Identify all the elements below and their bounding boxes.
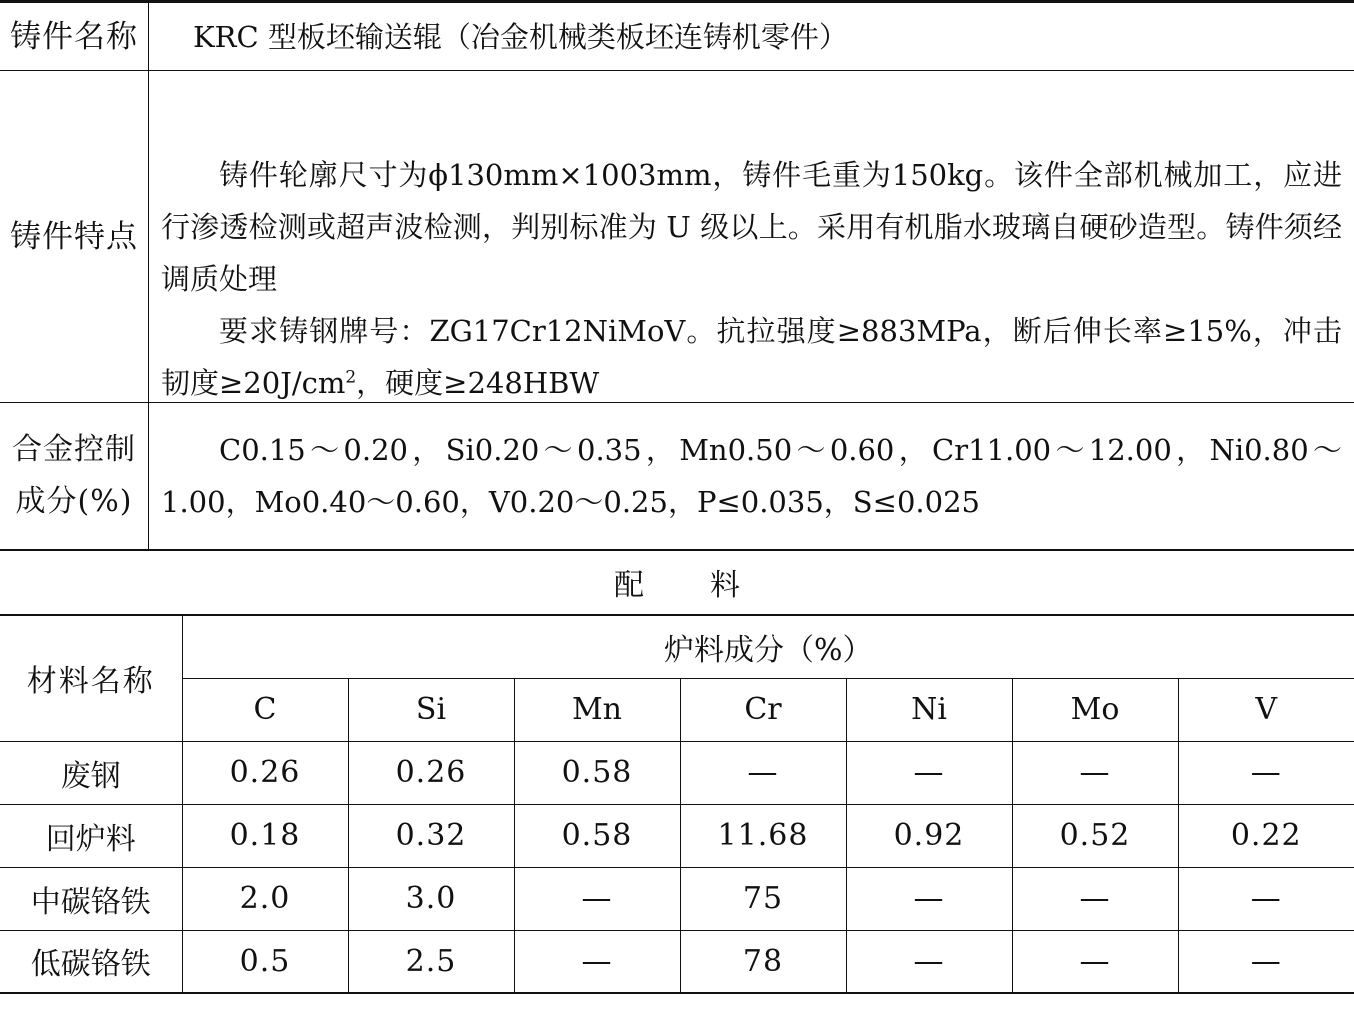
material-name: 废钢 <box>0 741 182 804</box>
alloy-label-line-2: 成分(%) <box>15 484 133 519</box>
alloy-composition-label <box>0 403 149 549</box>
table-cell: 0.58 <box>514 804 680 867</box>
table-cell: 0.32 <box>348 804 514 867</box>
material-name: 中碳铬铁 <box>0 867 182 930</box>
table-cell: 0.26 <box>348 741 514 804</box>
table-cell: 3.0 <box>348 867 514 930</box>
casting-name-label: 铸件名称 <box>0 3 149 70</box>
table-cell: 2.5 <box>348 930 514 993</box>
element-header: C <box>182 678 348 741</box>
element-header: Ni <box>846 678 1012 741</box>
material-name: 回炉料 <box>0 804 182 867</box>
table-cell: 0.5 <box>182 930 348 993</box>
feature-paragraph-1: 铸件轮廓尺寸为ϕ130mm×1003mm，铸件毛重为150kg。该件全部机械加工，应进行渗透检测或超声波检测，判别标准为 U 级以上。采用有机脂水玻璃自硬砂造型。铸件须经调质处理 <box>161 158 1342 296</box>
alloy-composition-value <box>149 403 1354 549</box>
alloy-composition-text: C0.15～0.20，Si0.20～0.35，Mn0.50～0.60，Cr11.00～12.00，Ni0.80～1.00，Mo0.40～0.60，V0.20～0.25，P≤0.035，S≤0.025 <box>161 433 1342 519</box>
table-cell: 0.18 <box>182 804 348 867</box>
table-cell: 11.68 <box>680 804 846 867</box>
table-cell: — <box>1012 741 1178 804</box>
casting-name-row <box>0 3 1354 71</box>
table-cell: — <box>680 741 846 804</box>
composition-header: 炉料成分（%） <box>182 615 1354 678</box>
feature-requirements: 要求铸钢牌号：ZG17Cr12NiMoV。抗拉强度≥883MPa，断后伸长率≥15%，冲击韧度≥20J/cm <box>161 314 1342 400</box>
table-row <box>0 804 1354 867</box>
table-cell: 78 <box>680 930 846 993</box>
alloy-composition-row <box>0 403 1354 551</box>
element-header: Si <box>348 678 514 741</box>
table-cell: — <box>846 867 1012 930</box>
table-row <box>0 741 1354 804</box>
table-header-row <box>0 615 1354 678</box>
material-name: 低碳铬铁 <box>0 930 182 993</box>
table-cell: — <box>846 930 1012 993</box>
table-cell: — <box>1178 867 1354 930</box>
table-cell: 75 <box>680 867 846 930</box>
element-header: Cr <box>680 678 846 741</box>
table-cell: 0.52 <box>1012 804 1178 867</box>
table-cell: — <box>1012 867 1178 930</box>
alloy-label-line-1: 合金控制 <box>12 432 136 467</box>
table-cell: — <box>1178 741 1354 804</box>
table-cell: — <box>514 867 680 930</box>
superscript-2: 2 <box>345 367 357 388</box>
table-row <box>0 930 1354 993</box>
table-cell: — <box>514 930 680 993</box>
element-header: Mo <box>1012 678 1178 741</box>
table-cell: 0.92 <box>846 804 1012 867</box>
casting-feature-label: 铸件特点 <box>0 71 149 402</box>
table-cell: 0.26 <box>182 741 348 804</box>
casting-feature-text <box>149 71 1354 402</box>
table-cell: 0.58 <box>514 741 680 804</box>
table-cell: 0.22 <box>1178 804 1354 867</box>
casting-feature-row <box>0 71 1354 403</box>
feature-paragraph-2 <box>161 305 1342 409</box>
element-header: Mn <box>514 678 680 741</box>
casting-name-value: KRC 型板坯输送辊（冶金机械类板坯连铸机零件） <box>193 19 848 54</box>
element-header: V <box>1178 678 1354 741</box>
materials-table <box>0 614 1354 994</box>
table-cell: — <box>1178 930 1354 993</box>
table-cell: — <box>1012 930 1178 993</box>
table-row <box>0 867 1354 930</box>
material-name-header: 材料名称 <box>0 615 182 741</box>
feature-hardness: ，硬度≥248HBW <box>356 366 600 400</box>
element-header-row <box>0 678 1354 741</box>
table-cell: — <box>846 741 1012 804</box>
section-title: 配料 <box>614 568 806 603</box>
table-cell: 2.0 <box>182 867 348 930</box>
